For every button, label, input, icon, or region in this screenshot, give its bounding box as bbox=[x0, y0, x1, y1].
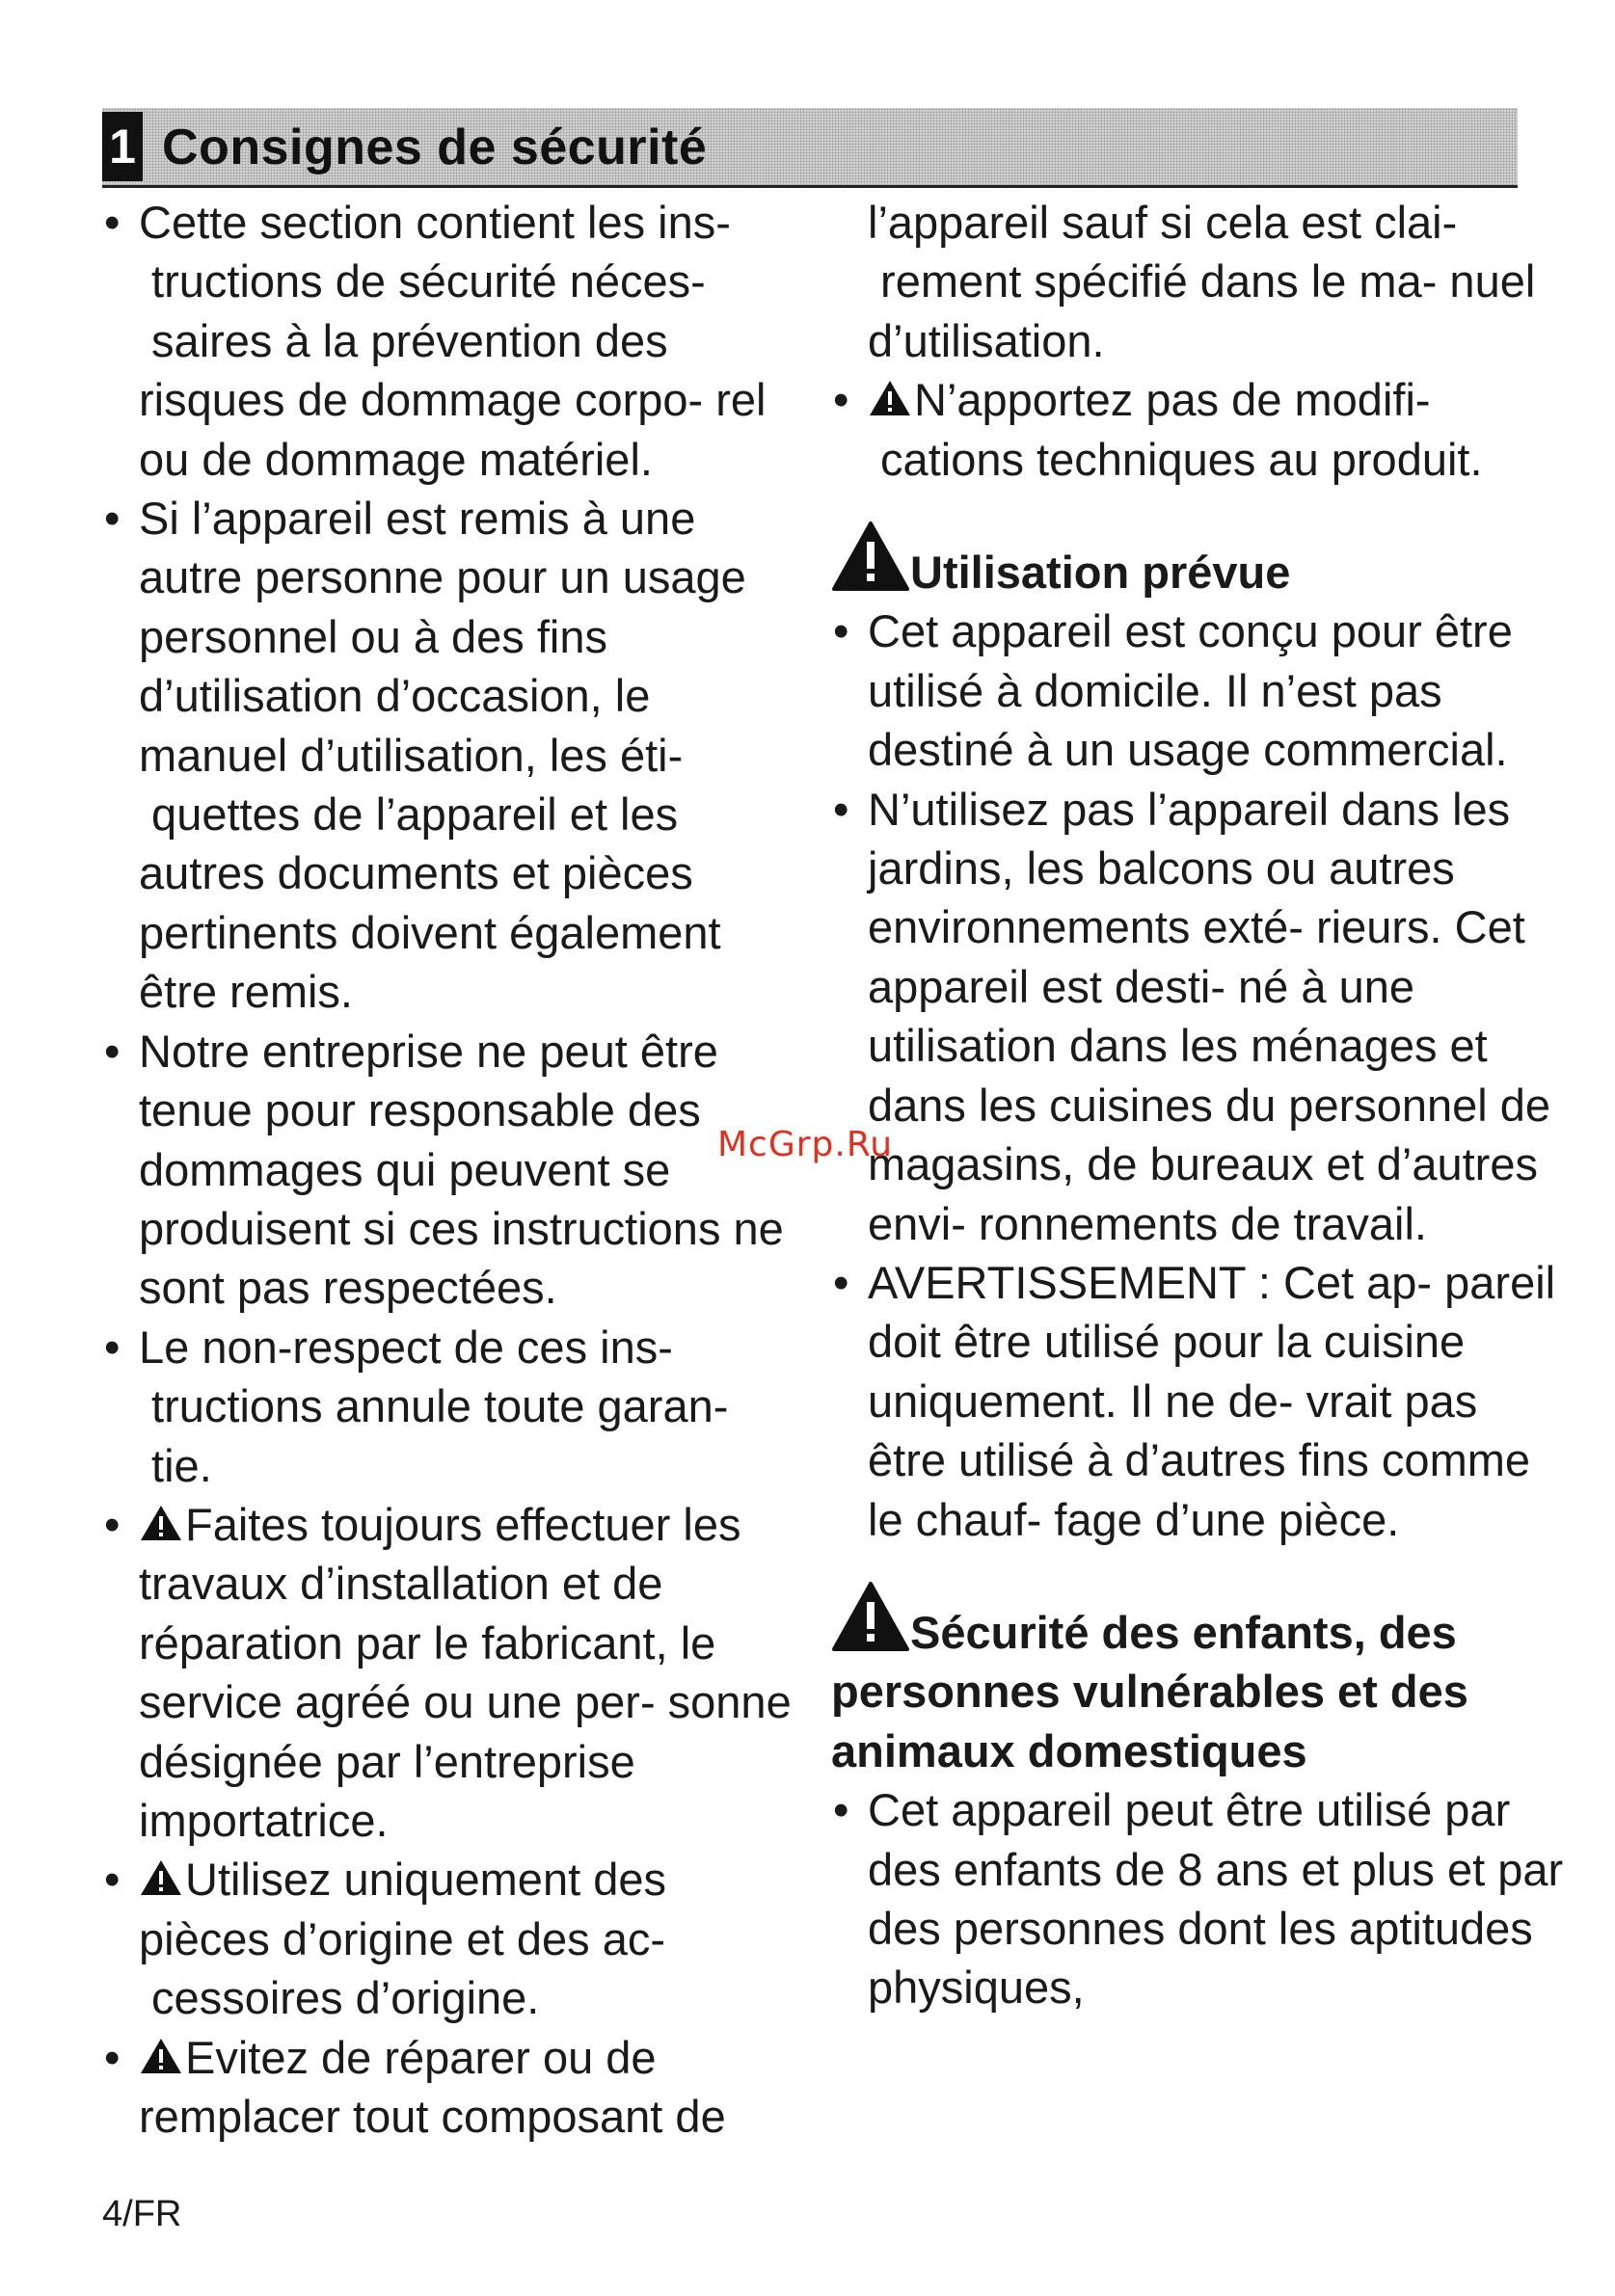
bullet: • bbox=[833, 1256, 849, 1308]
warning-label: AVERTISSEMENT : bbox=[868, 1256, 1271, 1308]
list-item bbox=[102, 193, 796, 489]
list-item bbox=[102, 1850, 796, 2027]
item-text: N’apportez pas de modifi- cations techniques au produit. bbox=[868, 374, 1483, 485]
item-text: Cet appareil est conçu pour être utilisé à domicile. Il n’est pas destiné à un usage commercial. bbox=[868, 605, 1513, 776]
bullet: • bbox=[104, 1321, 121, 1373]
item-text: l’appareil sauf si cela est clai- rement spécifié dans le ma- nuel d’utilisation. bbox=[868, 197, 1536, 366]
item-text: Evitez de réparer ou de remplacer tout composant de bbox=[139, 2031, 726, 2142]
item-text: N’utilisez pas l’appareil dans les jardins, les balcons ou autres environnements exté- rieurs. Cet appareil est desti- né à une utilisation dans les ménages et dans les cuisines du personnel de magasins, de bureaux et d’autres envi- ronnements de travail. bbox=[868, 783, 1551, 1249]
chapter-number: 1 bbox=[102, 112, 143, 181]
item-text: Le non-respect de ces ins- tructions annule toute garan- tie. bbox=[139, 1321, 729, 1491]
bullet: • bbox=[104, 197, 121, 248]
bullet: • bbox=[104, 1854, 121, 1906]
page-title: Consignes de sécurité bbox=[162, 120, 708, 175]
item-text: Faites toujours effectuer les travaux d’installation et de réparation par le fabricant, le service agréé ou une per- sonne désignée par l’entreprise importatrice. bbox=[139, 1498, 792, 1846]
list-item-continuation bbox=[831, 193, 1564, 370]
list-item bbox=[102, 1022, 796, 1318]
list-item bbox=[831, 1780, 1564, 2017]
bullet: • bbox=[833, 374, 849, 426]
warning-triangle-icon bbox=[831, 521, 910, 592]
bullet: • bbox=[104, 493, 121, 545]
bullet: • bbox=[104, 1498, 121, 1550]
list-item bbox=[831, 780, 1564, 1253]
list-item bbox=[102, 1318, 796, 1495]
page-number: 4/FR bbox=[102, 2194, 182, 2234]
list-item bbox=[831, 1253, 1564, 1549]
bullet: • bbox=[833, 783, 849, 835]
warning-icon bbox=[139, 2037, 183, 2075]
warning-icon bbox=[139, 1504, 183, 1542]
warning-icon bbox=[139, 1858, 183, 1897]
item-text: Notre entreprise ne peut être tenue pour responsable des dommages qui peuvent se produisent si ces instructions ne sont pas respectées. bbox=[139, 1025, 784, 1314]
item-text: Cette section contient les ins- tructions de sécurité néces- saires à la prévention des risques de dommage corpo- rel ou de dommage matériel. bbox=[139, 197, 767, 485]
item-text: Cet ap- pareil doit être utilisé pour la cuisine uniquement. Il ne de- vrait pas être utilisé à d’autres fins comme le chauf- fage d’une pièce. bbox=[868, 1256, 1556, 1545]
warning-triangle-icon bbox=[831, 1581, 910, 1652]
chapter-header bbox=[102, 108, 1518, 188]
bullet: • bbox=[833, 1784, 849, 1836]
watermark: McGrp.Ru bbox=[717, 1125, 894, 1164]
item-text: Si l’appareil est remis à une autre personne pour un usage personnel ou à des fins d’utilisation d’occasion, le manuel d’utilisation, les éti- quettes de l’appareil et les autres documents et pièces pertinents doivent également être remis. bbox=[139, 493, 746, 1018]
bullet: • bbox=[104, 2031, 121, 2083]
bullet: • bbox=[833, 605, 849, 657]
left-column bbox=[102, 193, 796, 2146]
item-text: Utilisez uniquement des pièces d’origine et des ac- cessoires d’origine. bbox=[139, 1854, 666, 2024]
list-item bbox=[831, 370, 1564, 489]
bullet: • bbox=[104, 1025, 121, 1077]
list-item bbox=[102, 489, 796, 1022]
warning-icon bbox=[868, 379, 912, 417]
list-item bbox=[102, 1495, 796, 1850]
right-column bbox=[831, 193, 1564, 2017]
section-heading-usage bbox=[831, 521, 1564, 601]
section-title: Utilisation prévue bbox=[910, 547, 1291, 599]
list-item bbox=[102, 2028, 796, 2147]
list-item bbox=[831, 601, 1564, 779]
section-title: Sécurité des enfants, des personnes vulnérables et des animaux domestiques bbox=[831, 1606, 1468, 1776]
section-heading-children bbox=[831, 1581, 1564, 1780]
item-text: Cet appareil peut être utilisé par des enfants de 8 ans et plus et par des personnes dont les aptitudes physiques, bbox=[868, 1784, 1564, 2014]
